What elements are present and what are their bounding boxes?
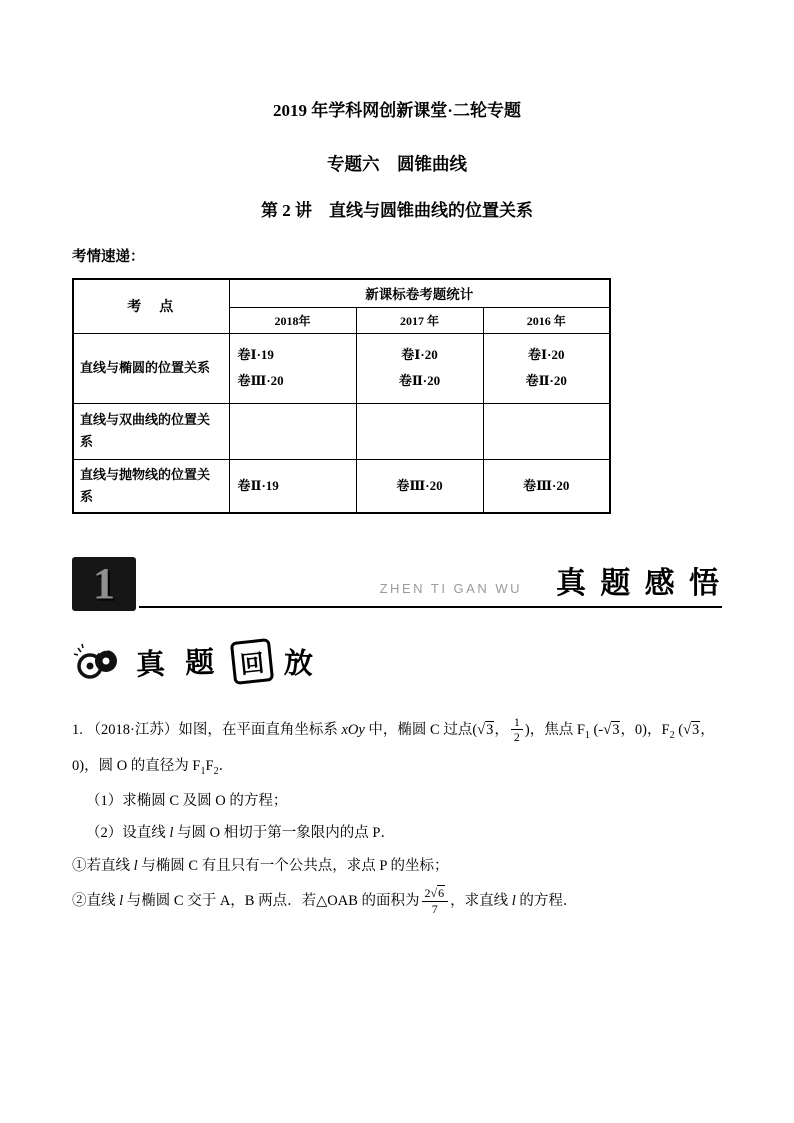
text: F [205,758,214,775]
exam-stats-table [72,278,611,514]
math-var: xOy [341,721,365,738]
section-banner-rule [139,566,722,608]
text: 0)，圆 O 的直径为 F [72,758,201,775]
math-var: l [169,825,174,842]
text: ， [700,721,715,738]
exam-entry: 卷Ⅰ·19 [237,347,274,362]
exam-entry: 卷Ⅲ·20 [396,477,443,493]
section-banner [72,554,722,608]
table-header-row [73,279,610,307]
cell-2018 [229,459,356,513]
cell-2016 [483,459,610,513]
cell-2017 [356,333,483,403]
exam-point-cell: 直线与双曲线的位置关系 [73,403,229,459]
text: ②直线 [72,893,120,910]
exam-entry: 卷Ⅰ·20 [528,347,565,362]
text: 与椭圆 C 交于 A，B 两点．若△OAB 的面积为 [123,893,420,910]
exam-point-header: 考 点 [73,279,229,333]
problem-subpart-2 [72,887,722,917]
fraction: 2 √ 6 7 [422,886,449,916]
text: 与圆 O 相切于第一象限内的点 P． [173,825,395,842]
year-header-2016: 2016 年 [483,307,610,333]
text: )，焦点 F [524,721,585,738]
problem-line-2 [72,755,722,779]
table-row-hyperbola [73,403,610,459]
text: （2）设直线 [86,825,170,842]
text: ，0)，F [620,721,670,738]
exam-entry: 卷Ⅰ·20 [401,347,438,362]
subscript: 1 [200,766,206,778]
text: 2 [424,886,431,901]
sqrt-expression: √ 3 [603,721,620,738]
table-row-ellipse [73,333,610,403]
document-title: 2019 年学科网创新课堂·二轮专题 [273,101,521,120]
math-var: l [511,893,516,910]
cell-2016 [483,403,610,459]
year-header-2018: 2018年 [229,307,356,333]
section-pinyin: ZHEN TI GAN WU [379,580,522,596]
sqrt-expression: √ 3 [477,721,494,738]
math-var: l [133,857,138,874]
subscript: 1 [584,729,590,741]
exam-point-cell: 直线与抛物线的位置关系 [73,459,229,513]
exam-entry: 卷Ⅱ·19 [237,477,279,493]
exam-entry: 卷Ⅱ·20 [525,373,567,388]
text: 1. （2018·江苏）如图，在平面直角坐标系 [72,721,342,738]
math-var: l [119,893,124,910]
problem-subpart-1 [72,855,722,877]
subscript: 2 [213,766,219,778]
lecture-title: 第 2 讲 直线与圆锥曲线的位置关系 [261,201,533,220]
text: ，求直线 [450,893,512,910]
section-title: 真 题 感 悟 [555,566,722,600]
problem-part-1: （1）求椭圆 C 及圆 O 的方程； [86,792,288,809]
replay-boxed-char: 回 [230,638,274,685]
sqrt-expression: √ 3 [683,721,700,738]
subscript: 2 [669,729,675,741]
exam-entry: 卷Ⅱ·20 [398,373,441,388]
text: 中，椭圆 C 过点( [364,721,478,738]
text: ( [674,721,684,738]
topic-title: 专题六 圆锥曲线 [327,154,467,174]
problem-block [72,716,722,917]
table-row-parabola [73,459,610,513]
exam-entry: 卷Ⅲ·20 [523,477,570,493]
exam-point-cell: 直线与椭圆的位置关系 [73,333,229,403]
text: ①若直线 [72,857,134,874]
replay-heading [72,636,722,688]
fraction: $\frac{1}{2}$ [511,715,523,745]
stats-header: 新课标卷考题统计 [229,279,610,307]
cell-2018 [229,403,356,459]
text: ． [218,758,234,775]
exam-entry: 卷Ⅲ·20 [237,373,284,388]
sqrt-expression: √ 6 [431,886,446,900]
problem-part-2 [72,822,722,844]
replay-title-part1: 真 题 [135,646,221,682]
cell-2016 [483,333,610,403]
text: 的方程． [515,893,578,910]
text: ， [494,721,509,738]
intro-label: 考情速递： [72,249,145,265]
year-header-2017: 2017 年 [356,307,483,333]
cd-discs-icon [72,642,124,682]
text: 与椭圆 C 有且只有一个公共点，求点 P 的坐标； [137,857,449,874]
text: (- [589,721,604,738]
section-number-badge: 1 [72,557,136,611]
cell-2017 [356,403,483,459]
cell-2018 [229,333,356,403]
cell-2017 [356,459,483,513]
replay-title-part2: 放 [283,647,314,681]
problem-line-1 [72,716,722,746]
